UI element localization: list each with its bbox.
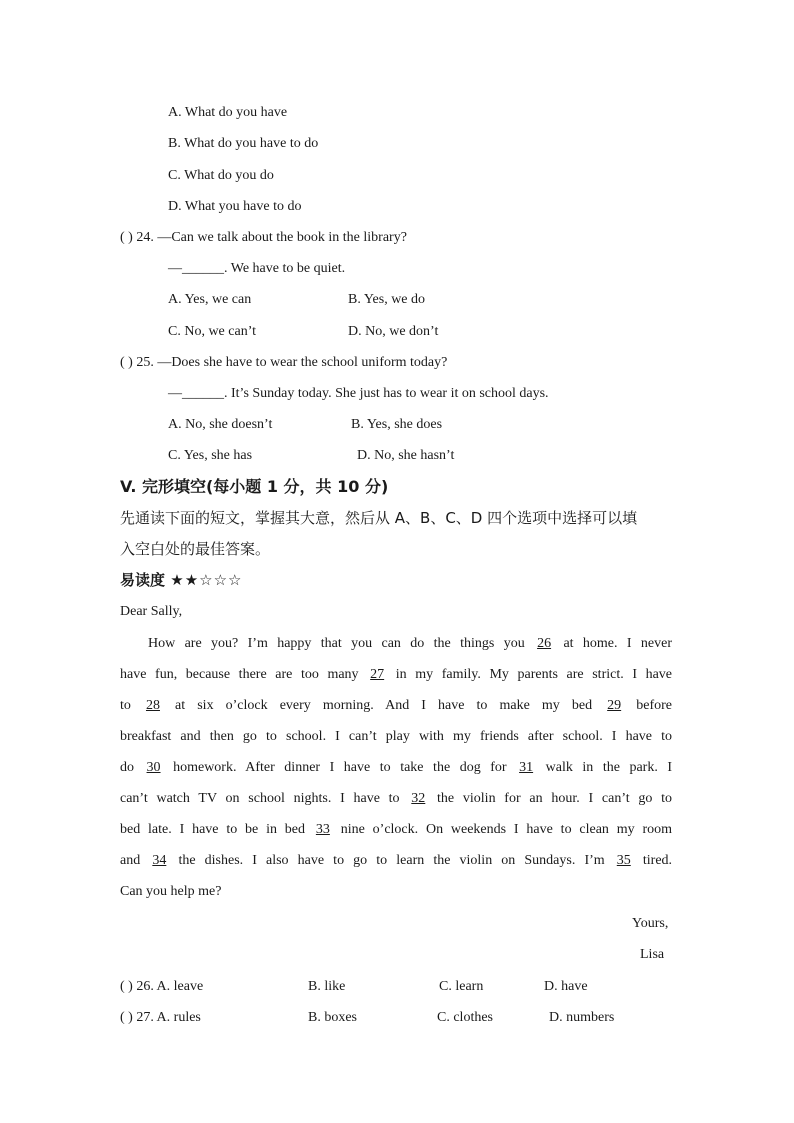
difficulty-row bbox=[120, 570, 680, 590]
q24-option-c: C. No, we can’t bbox=[168, 324, 256, 339]
blank-29: 29 bbox=[607, 698, 622, 713]
q26-option-c: C. learn bbox=[439, 979, 484, 994]
letter-line-2: have fun, because there are too many 27 in my family. My parents are strict. I have bbox=[120, 667, 673, 682]
q27-option-a: ( ) 27. A. rules bbox=[120, 1010, 201, 1025]
blank-33: 33 bbox=[315, 822, 330, 837]
section-instruction-1: 先通读下面的短文，掌握其大意，然后从 A、B、C、D 四个选项中选择可以填 bbox=[120, 509, 638, 527]
q24-option-a: A. Yes, we can bbox=[168, 292, 252, 307]
letter-line-4: breakfast and then go to school. I can’t play with my friends after school. I have to bbox=[120, 729, 672, 744]
q25-option-b: B. Yes, she does bbox=[351, 417, 443, 432]
letter-line-3: to 28 at six o’clock every morning. And I have to make my bed 29 before bbox=[120, 698, 672, 713]
q24-option-b: B. Yes, we do bbox=[348, 292, 426, 307]
q26-option-d: D. have bbox=[544, 979, 588, 994]
letter-line-7: bed late. I have to be in bed 33 nine o’clock. On weekends I have to clean my room bbox=[120, 822, 673, 837]
letter-line-8: and 34 the dishes. I also have to go to learn the violin on Sundays. I’m 35 tired. bbox=[120, 853, 673, 868]
q23-option-b: B. What do you have to do bbox=[168, 136, 319, 151]
letter-line-1: How are you? I’m happy that you can do the things you 26 at home. I never bbox=[148, 636, 673, 651]
q23-option-c: C. What do you do bbox=[168, 168, 274, 183]
blank-28: 28 bbox=[145, 698, 160, 713]
q25-reply: —______. It’s Sunday today. She just has to wear it on school days. bbox=[168, 386, 549, 401]
blank-30: 30 bbox=[146, 760, 161, 775]
letter-line-6: can’t watch TV on school nights. I have to 32 the violin for an hour. I can’t go to bbox=[120, 791, 672, 806]
q27-option-b: B. boxes bbox=[308, 1010, 357, 1025]
section-title: V. 完形填空(每小题 1 分，共 10 分) bbox=[120, 477, 389, 496]
section-instruction-2: 入空白处的最佳答案。 bbox=[120, 540, 271, 558]
letter-greeting: Dear Sally, bbox=[120, 604, 183, 619]
q24-stem: ( ) 24. —Can we talk about the book in the library? bbox=[120, 230, 407, 245]
difficulty-label: 易读度 bbox=[120, 571, 166, 589]
q26-option-b: B. like bbox=[308, 979, 346, 994]
q25-option-a: A. No, she doesn’t bbox=[168, 417, 273, 432]
q24-option-d: D. No, we don’t bbox=[348, 324, 439, 339]
difficulty-stars: ★★☆☆☆ bbox=[170, 571, 243, 589]
blank-35: 35 bbox=[616, 853, 631, 868]
q23-option-d: D. What you have to do bbox=[168, 199, 302, 214]
blank-34: 34 bbox=[152, 853, 167, 868]
letter-body bbox=[120, 635, 672, 914]
q27-option-c: C. clothes bbox=[437, 1010, 493, 1025]
q23-option-a: A. What do you have bbox=[168, 105, 288, 120]
letter-signature: Lisa bbox=[640, 947, 665, 962]
letter-line-9: Can you help me? bbox=[120, 884, 222, 899]
blank-31: 31 bbox=[519, 760, 534, 775]
blank-26: 26 bbox=[537, 636, 552, 651]
q25-option-c: C. Yes, she has bbox=[168, 448, 253, 463]
q25-stem: ( ) 25. —Does she have to wear the school uniform today? bbox=[120, 355, 448, 370]
q25-option-d: D. No, she hasn’t bbox=[357, 448, 455, 463]
letter-closing: Yours, bbox=[632, 916, 669, 931]
blank-27: 27 bbox=[370, 667, 385, 682]
q27-option-d: D. numbers bbox=[549, 1010, 615, 1025]
letter-line-5: do 30 homework. After dinner I have to take the dog for 31 walk in the park. I bbox=[120, 760, 673, 775]
blank-32: 32 bbox=[411, 791, 426, 806]
q24-reply: —______. We have to be quiet. bbox=[168, 261, 346, 276]
q26-option-a: ( ) 26. A. leave bbox=[120, 979, 204, 994]
